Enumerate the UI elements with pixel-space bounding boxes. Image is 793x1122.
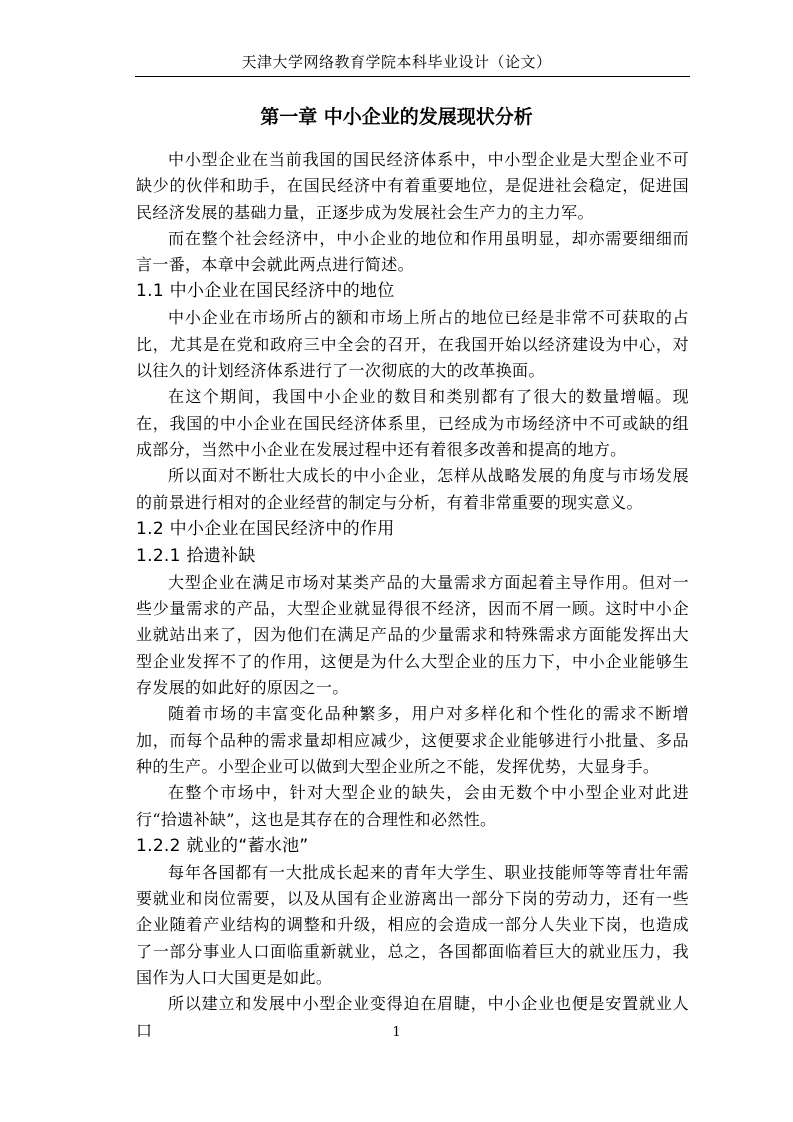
document-body bbox=[136, 147, 689, 1044]
page-number: 1 bbox=[392, 1025, 401, 1040]
subsection-heading-1-2-2: 1.2.2 就业的“蓄水池” bbox=[136, 835, 309, 856]
paragraph: 在整个市场中，针对大型企业的缺失，会由无数个中小型企业对此进行“拾遗补缺”，这也是其存在的合理性和必然性。 bbox=[136, 783, 689, 829]
subsection-heading-1-2-1: 1.2.1 拾遗补缺 bbox=[136, 545, 256, 566]
paragraph: 所以面对不断壮大成长的中小企业，怎样从战略发展的角度与市场发展的前景进行相对的企业经营的制定与分析，有着非常重要的现实意义。 bbox=[136, 466, 689, 512]
section-heading-1-2: 1.2 中小企业在国民经济中的作用 bbox=[136, 518, 395, 539]
paragraph: 中小企业在市场所占的额和市场上所占的地位已经是非常不可获取的占比，尤其是在党和政府三中全会的召开，在我国开始以经济建设为中心，对以往久的计划经济体系进行了一次彻底的大的改革换面。 bbox=[136, 308, 689, 381]
chapter-title: 第一章 中小企业的发展现状分析 bbox=[260, 106, 533, 128]
paragraph: 每年各国都有一大批成长起来的青年大学生、职业技能师等等青壮年需要就业和岗位需要，以及从国有企业游离出一部分下岗的劳动力，还有一些企业随着产业结构的调整和升级，相应的会造成一部分人失业下岗，也造成了一部分事业人口面临重新就业，总之，各国都面临着巨大的就业压力，我国作为人口大国更是如此。 bbox=[136, 862, 689, 988]
section-heading-1-1: 1.1 中小企业在国民经济中的地位 bbox=[136, 281, 395, 302]
paragraph: 中小型企业在当前我国的国民经济体系中，中小型企业是大型企业不可缺少的伙伴和助手，在国民经济中有着重要地位，是促进社会稳定，促进国民经济发展的基础力量，正逐步成为发展社会生产力的主力军。 bbox=[136, 150, 689, 222]
paragraph: 所以建立和发展中小型企业变得迫在眉睫，中小企业也便是安置就业人口 bbox=[136, 994, 689, 1040]
header-title: 天津大学网络教育学院本科毕业设计（论文） bbox=[241, 53, 552, 71]
paragraph: 在这个期间，我国中小企业的数目和类别都有了很大的数量增幅。现在，我国的中小企业在国民经济体系里，已经成为市场经济中不可或缺的组成部分，当然中小企业在发展过程中还有着很多改善和提高的地方。 bbox=[136, 387, 689, 459]
paragraph: 大型企业在满足市场对某类产品的大量需求方面起着主导作用。但对一些少量需求的产品，大型企业就显得很不经济，因而不屑一顾。这时中小企业就站出来了，因为他们在满足产品的少量需求和特殊需求方面能发挥出大型企业发挥不了的作用，这便是为什么大型企业的压力下，中小企业能够生存发展的如此好的原因之一。 bbox=[136, 572, 689, 698]
paragraph: 而在整个社会经济中，中小企业的地位和作用虽明显，却亦需要细细而言一番，本章中会就此两点进行简述。 bbox=[136, 228, 689, 275]
paragraph: 随着市场的丰富变化品种繁多，用户对多样化和个性化的需求不断增加，而每个品种的需求量却相应减少，这便要求企业能够进行小批量、多品种的生产。小型企业可以做到大型企业所之不能，发挥优势，大显身手。 bbox=[136, 704, 689, 776]
header-divider bbox=[135, 76, 690, 77]
